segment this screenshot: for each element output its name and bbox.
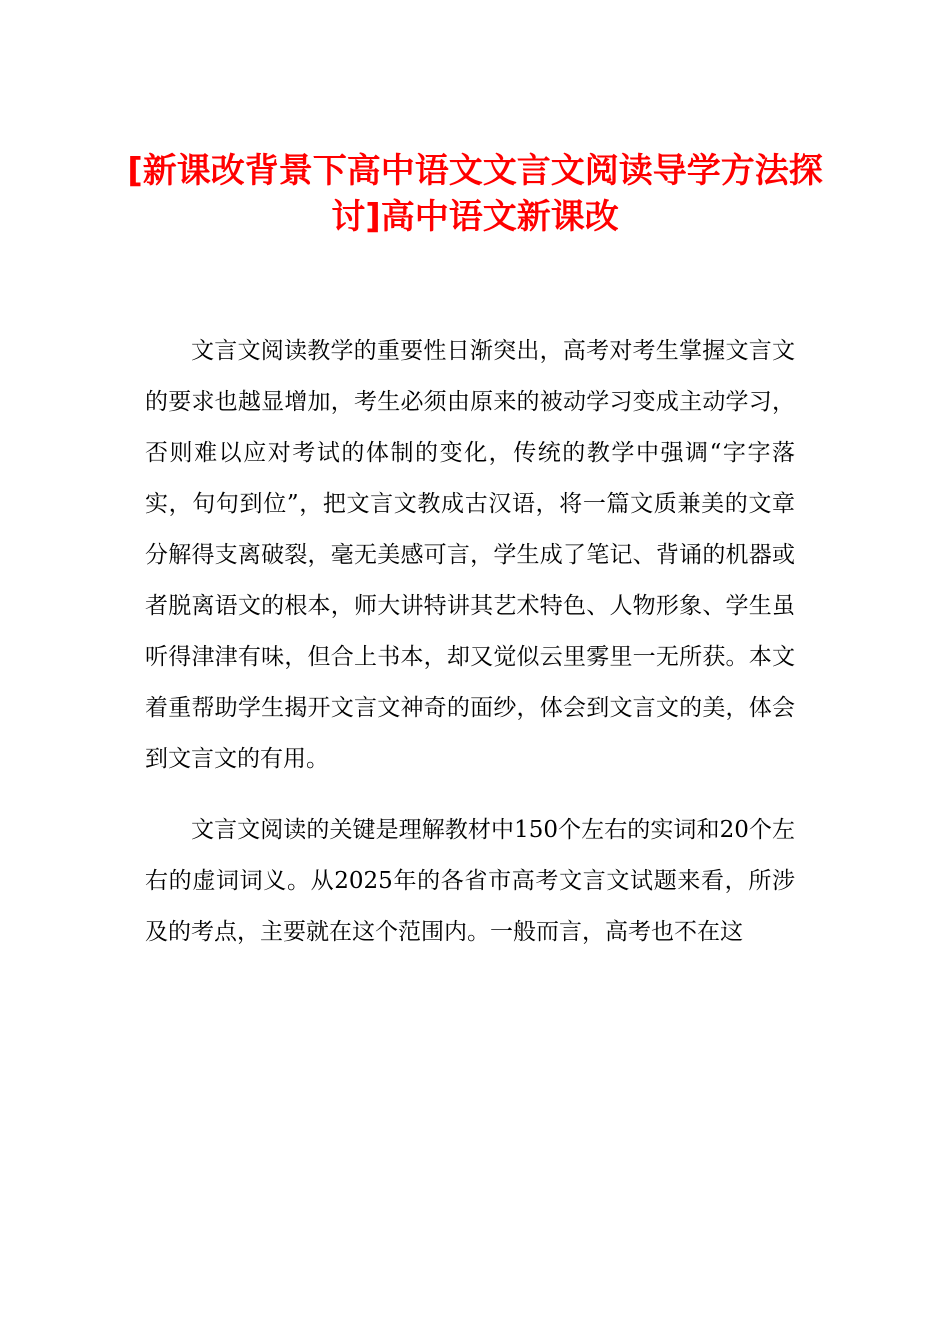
document-body	[145, 326, 795, 958]
paragraph-2: 文言文阅读的关键是理解教材中150个左右的实词和20个左右的虚词词义。从2025年的各省市高考文言文试题来看，所涉及的考点，主要就在这个范围内。一般而言，高考也不在这	[145, 817, 795, 945]
paragraph-1: 文言文阅读教学的重要性日渐突出，高考对考生掌握文言文的要求也越显增加，考生必须由原来的被动学习变成主动学习，否则难以应对考试的体制的变化，传统的教学中强调“字字落实，句句到位”，把文言文教成古汉语，将一篇文质兼美的文章分解得支离破裂，毫无美感可言，学生成了笔记、背诵的机器或者脱离语文的根本，师大讲特讲其艺术特色、人物形象、学生虽听得津津有味，但合上书本，却又觉似云里雾里一无所获。本文着重帮助学生揭开文言文神奇的面纱，体会到文言文的美，体会到文言文的有用。	[145, 338, 795, 772]
document-title: [新课改背景下高中语文文言文阅读导学方法探讨]高中语文新课改	[127, 151, 823, 237]
